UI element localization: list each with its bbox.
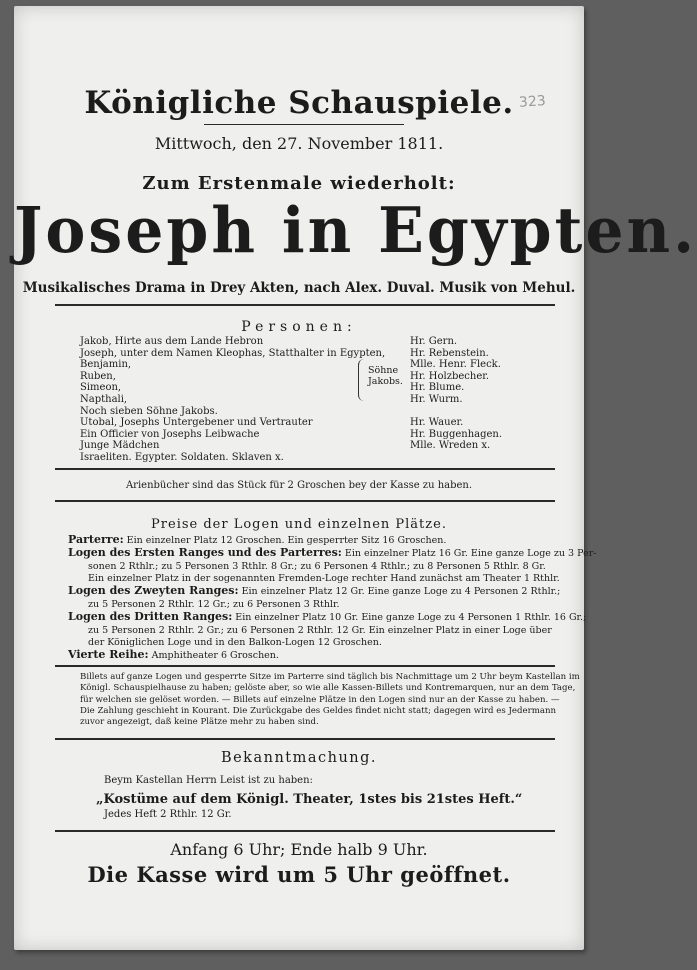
sons-label-line: Söhne: [368, 365, 399, 376]
billets-line: für welchen sie gelöset worden. — Billets auf einzelne Plätze in den Logen sind nur an der Kasse zu haben. —: [80, 694, 560, 705]
price-category: Logen des Dritten Ranges:: [68, 609, 233, 623]
cast-role: Ein Officier von Josephs Leibwache: [80, 428, 260, 440]
title-underline: [204, 124, 404, 125]
cast-role: Benjamin,: [80, 359, 132, 371]
price-category: Parterre:: [68, 533, 124, 546]
price-line: [68, 649, 568, 662]
cast-actor: Hr. Holzbecher.: [410, 370, 490, 382]
price-category: Vierte Reihe:: [68, 648, 149, 662]
announcement-line: Beym Kastellan Herrn Leist ist zu haben:: [104, 775, 313, 786]
price-text: der Königlichen Loge und in den Balkon-Logen 12 Groschen.: [88, 637, 382, 649]
billets-line: Königl. Schauspielhause zu haben; gelöste aber, so wie alle Kassen-Billets und Kontremarquen, nur an dem Tage,: [80, 683, 576, 694]
cast-role: Utobal, Josephs Untergebener und Vertrauter: [80, 417, 313, 429]
play-subtitle: Musikalisches Drama in Drey Akten, nach Alex. Duval. Musik von Mehul.: [22, 280, 576, 296]
divider-6: [55, 830, 555, 832]
performance-date: Mittwoch, den 27. November 1811.: [154, 134, 444, 153]
price-text: Ein einzelner Platz in der sogenannten Fremden-Loge rechter Hand zunächst am Theater 1 Rthlr.: [88, 573, 560, 585]
cast-row: [80, 440, 500, 452]
cast-row: [80, 428, 503, 441]
cast-role: Israeliten. Egypter. Soldaten. Sklaven x.: [80, 451, 284, 463]
cast-row: [80, 359, 500, 371]
playbill-sheet: [14, 6, 697, 950]
cast-row: [80, 406, 500, 418]
price-text: Ein einzelner Platz 10 Gr. Eine ganze Loge zu 4 Personen 1 Rthlr. 16 Gr.;: [232, 611, 587, 623]
cast-actor: Hr. Buggenhagen.: [410, 428, 503, 440]
cast-row: [80, 452, 500, 464]
prices-heading: Preise der Logen und einzelnen Plätze.: [151, 517, 447, 532]
billets-line: Billets auf ganze Logen und gesperrte Sitze im Parterre sind täglich bis Nachmittage um 2 Uhr beym Kastellan im: [80, 672, 580, 682]
cast-row: [80, 382, 500, 394]
price-text: Ein einzelner Platz 12 Groschen. Ein gesperrter Sitz 16 Groschen.: [123, 535, 447, 546]
announcement-costumes: „Kostüme auf dem Königl. Theater, 1stes bis 21stes Heft.“: [96, 792, 523, 807]
price-category: Logen des Ersten Ranges und des Parterres:: [68, 545, 342, 559]
archive-number: 323: [518, 93, 547, 111]
show-times: Anfang 6 Uhr; Ende halb 9 Uhr.: [170, 840, 428, 859]
cast-row: [80, 417, 500, 429]
cast-role: Ruben,: [80, 370, 116, 382]
cast-actor: Hr. Blume.: [410, 382, 465, 394]
price-category: Logen des Zweyten Ranges:: [68, 584, 239, 598]
price-line: [68, 560, 568, 573]
cast-role: Joseph, unter dem Namen Kleophas, Statthalter in Egypten,: [80, 347, 386, 359]
cast-actor: Hr. Wurm.: [410, 393, 463, 405]
cast-list: [80, 336, 503, 464]
price-text: Ein einzelner Platz 12 Gr. Eine ganze Loge zu 4 Personen 2 Rthlr.;: [238, 586, 561, 598]
price-line: [68, 585, 568, 598]
cast-actor: Hr. Rebenstein.: [410, 347, 489, 359]
price-line: [68, 624, 568, 637]
divider-5: [55, 738, 555, 740]
divider-1: [55, 304, 555, 306]
price-line: [68, 609, 587, 624]
price-text: zu 5 Personen 2 Rthlr. 2 Gr.; zu 6 Personen 2 Rthlr. 12 Gr. Ein einzelner Platz in einer Loge über: [88, 624, 552, 636]
divider-4: [55, 665, 555, 667]
cast-actor: Hr. Gern.: [410, 336, 458, 347]
price-line: [68, 545, 597, 560]
cast-row: [80, 348, 500, 360]
cast-actor: Mlle. Wreden x.: [410, 440, 491, 452]
sons-brace: [358, 359, 365, 401]
announcement-heading: Bekanntmachung.: [220, 750, 378, 766]
box-office-opening: Die Kasse wird um 5 Uhr geöffnet.: [87, 862, 511, 887]
cast-actor: Hr. Wauer.: [410, 417, 464, 429]
repeat-note: Zum Erstenmale wiederholt:: [142, 173, 456, 194]
price-text: zu 5 Personen 2 Rthlr. 12 Gr.; zu 6 Personen 3 Rthlr.: [88, 598, 340, 610]
cast-role: Jakob, Hirte aus dem Lande Hebron: [80, 336, 264, 347]
cast-role: Napthali,: [80, 393, 128, 405]
price-text: Ein einzelner Platz 16 Gr. Eine ganze Loge zu 3 Per-: [341, 547, 597, 559]
billets-line: Die Zahlung geschieht in Kourant. Die Zurückgabe des Geldes findet nicht statt; dagegen wird es Jedermann: [80, 705, 557, 716]
cast-actor: Mlle. Henr. Fleck.: [410, 359, 501, 371]
arien-note: Arienbücher sind das Stück für 2 Groschen bey der Kasse zu haben.: [125, 480, 473, 491]
cast-role: Noch sieben Söhne Jakobs.: [80, 405, 218, 417]
price-text: Amphitheater 6 Groschen.: [148, 650, 279, 662]
billets-note: [80, 672, 580, 728]
play-title: Joseph in Egypten.: [14, 194, 697, 268]
cast-role: Junge Mädchen: [80, 440, 160, 452]
cast-role: Simeon,: [80, 382, 122, 394]
sons-label-line: Jakobs.: [368, 376, 403, 387]
cast-heading: Personen:: [241, 319, 357, 335]
sons-label: [368, 365, 403, 387]
prices-list: [68, 533, 597, 662]
cast-row: [80, 394, 500, 406]
billets-line: zuvor angezeigt, daß keine Plätze mehr zu haben sind.: [80, 717, 319, 728]
theater-title: Königliche Schauspiele.: [84, 85, 514, 121]
cast-row: [80, 336, 500, 348]
divider-3: [55, 500, 555, 502]
divider-2: [55, 468, 555, 470]
price-text: sonen 2 Rthlr.; zu 5 Personen 3 Rthlr. 8 Gr.; zu 6 Personen 4 Rthlr.; zu 8 Personen 5 Rthlr. 8 Gr.: [88, 560, 546, 572]
cast-row: [80, 371, 500, 383]
announcement-price: Jedes Heft 2 Rthlr. 12 Gr.: [104, 809, 232, 820]
